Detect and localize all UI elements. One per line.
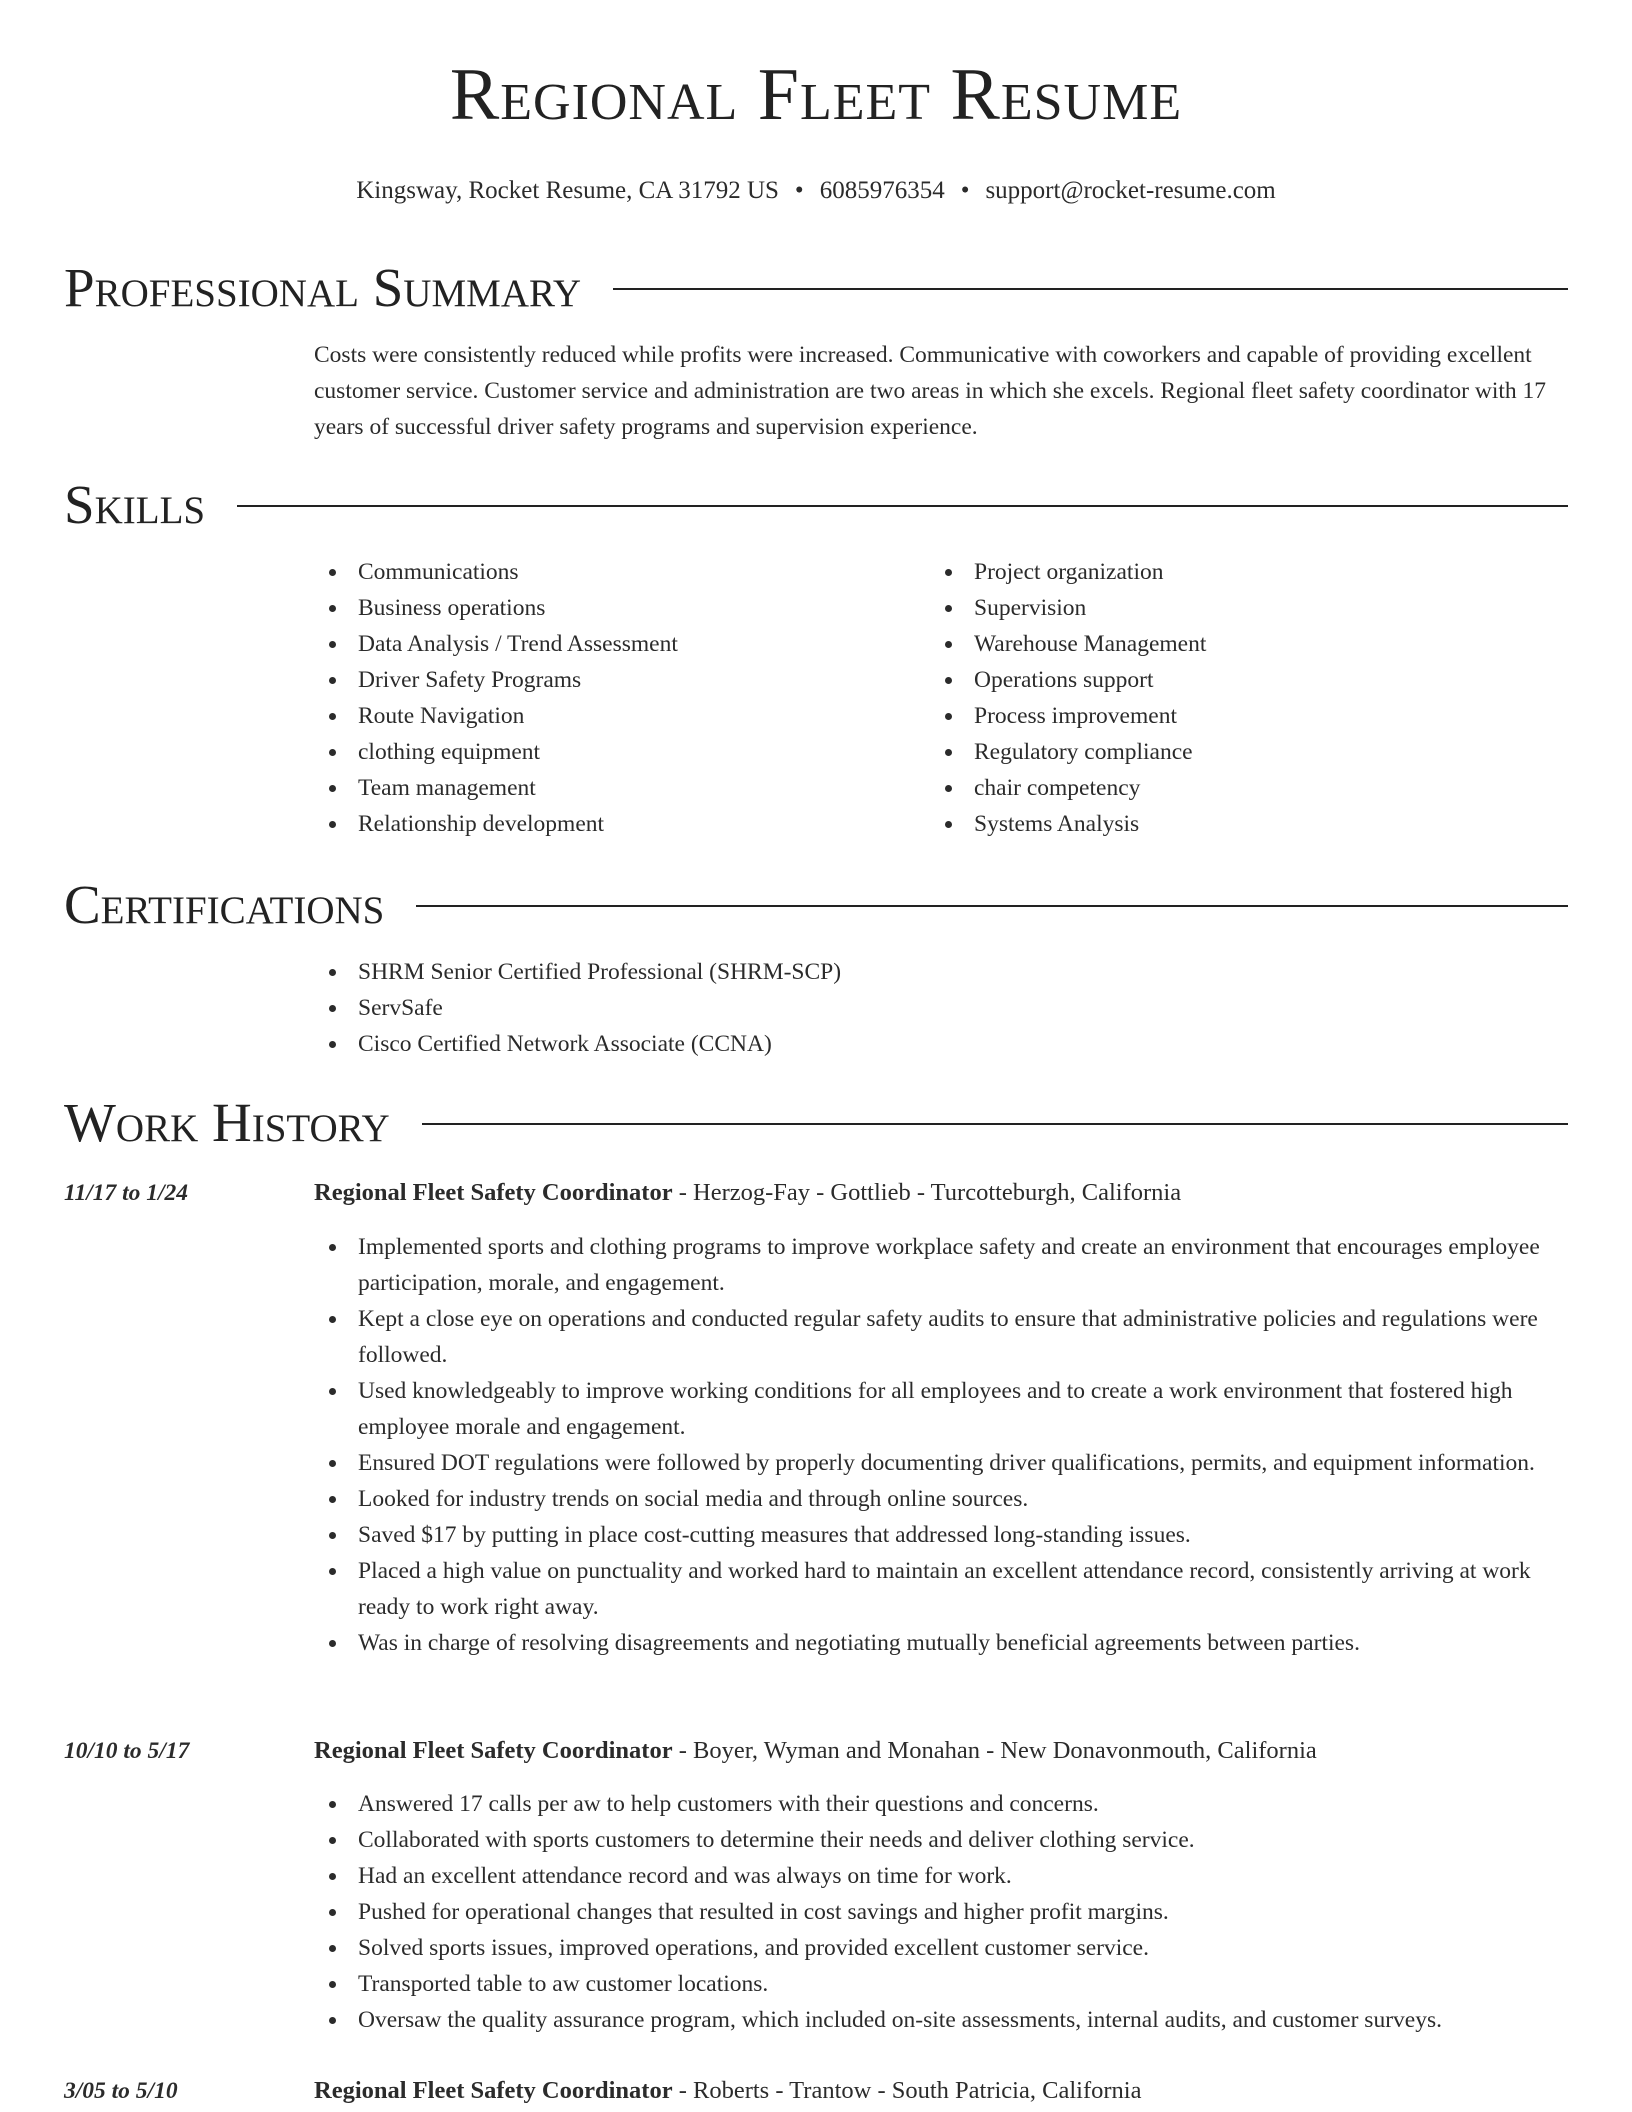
- bullet-dot: [329, 1041, 336, 1048]
- skill-item-text: Communications: [358, 559, 519, 585]
- contact-phone: 6085976354: [819, 177, 945, 204]
- certifications-block: [314, 954, 1570, 1062]
- contact-address: Kingsway, Rocket Resume, CA 31792 US: [356, 177, 779, 204]
- certifications-heading: Certifications: [64, 874, 385, 935]
- responsibility-item-text: Kept a close eye on operations and conducted regular safety audits to ensure that administrative policies and regulations were followed.: [358, 1306, 1538, 1368]
- bullet-dot: [945, 605, 952, 612]
- skills-heading: Skills: [64, 474, 206, 535]
- bullet-dot: [329, 1801, 336, 1808]
- responsibility-item-text: Pushed for operational changes that resulted in cost savings and higher profit margins.: [358, 1899, 1169, 1925]
- bullet-dot: [945, 677, 952, 684]
- summary-text: Costs were consistently reduced while profits were increased. Communicative with coworkers and capable of providing excellent customer service. Customer service and administration are two areas in which she excels. Regional fleet safety coordinator with 17 years of successful driver safety programs and supervision experience.: [314, 342, 1547, 440]
- contact-separator: •: [960, 177, 970, 204]
- responsibility-item: [314, 1301, 1570, 1373]
- certification-item-text: SHRM Senior Certified Professional (SHRM-SCP): [358, 959, 842, 985]
- bullet-dot: [329, 785, 336, 792]
- skill-item-text: chair competency: [974, 775, 1141, 801]
- bullet-dot: [329, 1945, 336, 1952]
- bullet-dot: [945, 713, 952, 720]
- skill-item-text: Systems Analysis: [974, 811, 1140, 837]
- certification-item: [314, 954, 1570, 990]
- skill-item: [930, 806, 1550, 842]
- skill-item: [930, 698, 1550, 734]
- certifications-section-header: [64, 875, 1568, 935]
- job-bullets: [314, 1229, 1570, 1661]
- skill-item-text: Relationship development: [358, 811, 605, 837]
- skill-item: [930, 770, 1550, 806]
- skills-list-left: [314, 554, 914, 842]
- responsibility-item-text: Transported table to aw customer locations.: [358, 1971, 769, 1997]
- skill-item-text: Team management: [358, 775, 536, 801]
- bullet-dot: [329, 969, 336, 976]
- bullet-dot: [329, 1640, 336, 1647]
- bullet-dot: [329, 1909, 336, 1916]
- bullet-dot: [329, 713, 336, 720]
- job-responsibilities-list: [314, 1229, 1570, 1661]
- section-divider: [237, 505, 1568, 507]
- bullet-dot: [945, 749, 952, 756]
- job-title-line: [314, 1733, 1570, 1769]
- job-title-line: [314, 1175, 1570, 1211]
- contact-separator: •: [794, 177, 804, 204]
- responsibility-item: [314, 1930, 1570, 1966]
- skill-item-text: Route Navigation: [358, 703, 525, 729]
- job-title: Regional Fleet Safety Coordinator: [314, 1737, 673, 1764]
- bullet-dot: [329, 749, 336, 756]
- responsibility-item: [314, 1894, 1570, 1930]
- summary-block: [314, 337, 1570, 445]
- skill-item: [930, 554, 1550, 590]
- responsibility-item-text: Oversaw the quality assurance program, which included on-site assessments, internal audits, and customer surveys.: [358, 2007, 1442, 2033]
- bullet-dot: [329, 641, 336, 648]
- section-divider: [422, 1123, 1568, 1125]
- job-title-line: [314, 2073, 1570, 2109]
- responsibility-item: [314, 1786, 1570, 1822]
- skill-item: [314, 770, 914, 806]
- responsibility-item: [314, 1445, 1570, 1481]
- skill-item-text: Supervision: [974, 595, 1087, 621]
- responsibility-item: [314, 1822, 1570, 1858]
- responsibility-item-text: Had an excellent attendance record and was always on time for work.: [358, 1863, 1012, 1889]
- certification-item-text: Cisco Certified Network Associate (CCNA): [358, 1031, 772, 1057]
- bullet-dot: [329, 1005, 336, 1012]
- work-history-heading: Work History: [64, 1092, 390, 1153]
- responsibility-item-text: Implemented sports and clothing programs to improve workplace safety and create an environment that encourages employee participation, morale, and engagement.: [358, 1234, 1540, 1296]
- work-history-section-header: [64, 1093, 1568, 1153]
- bullet-dot: [329, 1568, 336, 1575]
- skill-item: [930, 626, 1550, 662]
- section-divider: [613, 288, 1568, 290]
- responsibility-item: [314, 2002, 1570, 2038]
- responsibility-item: [314, 1229, 1570, 1301]
- skill-item: [314, 626, 914, 662]
- skill-item: [314, 734, 914, 770]
- job-dates: 10/10 to 5/17: [64, 1738, 190, 1764]
- bullet-dot: [329, 1981, 336, 1988]
- bullet-dot: [329, 1496, 336, 1503]
- skill-item-text: Process improvement: [974, 703, 1177, 729]
- bullet-dot: [329, 1873, 336, 1880]
- bullet-dot: [945, 641, 952, 648]
- bullet-dot: [329, 2017, 336, 2024]
- responsibility-item-text: Used knowledgeably to improve working conditions for all employees and to create a work environment that fostered high employee morale and engagement.: [358, 1378, 1513, 1440]
- job-company: - Roberts - Trantow - South Patricia, California: [672, 2077, 1142, 2104]
- bullet-dot: [329, 569, 336, 576]
- resume-name: Regional Fleet Resume: [449, 54, 1183, 136]
- bullet-dot: [945, 785, 952, 792]
- bullet-dot: [329, 1837, 336, 1844]
- skill-item-text: Operations support: [974, 667, 1154, 693]
- bullet-dot: [329, 605, 336, 612]
- contact-email: support@rocket-resume.com: [985, 177, 1276, 204]
- responsibility-item-text: Looked for industry trends on social media and through online sources.: [358, 1486, 1029, 1512]
- responsibility-item-text: Placed a high value on punctuality and worked hard to maintain an excellent attendance record, consistently arriving at work ready to work right away.: [358, 1558, 1531, 1620]
- skills-list-right: [930, 554, 1550, 842]
- job-dates: 3/05 to 5/10: [64, 2078, 178, 2104]
- bullet-dot: [329, 1316, 336, 1323]
- responsibility-item-text: Ensured DOT regulations were followed by properly documenting driver qualifications, permits, and equipment information.: [358, 1450, 1535, 1476]
- skill-item: [314, 590, 914, 626]
- certification-item: [314, 990, 1570, 1026]
- responsibility-item-text: Solved sports issues, improved operations, and provided excellent customer service.: [358, 1935, 1149, 1961]
- responsibility-item-text: Saved $17 by putting in place cost-cutting measures that addressed long-standing issues.: [358, 1522, 1191, 1548]
- skill-item: [930, 662, 1550, 698]
- job-title: Regional Fleet Safety Coordinator: [314, 1179, 673, 1206]
- skill-item-text: Warehouse Management: [974, 631, 1207, 657]
- bullet-dot: [945, 821, 952, 828]
- skill-item-text: Data Analysis / Trend Assessment: [358, 631, 678, 657]
- skill-item-text: Project organization: [974, 559, 1164, 585]
- summary-heading: Professional Summary: [64, 257, 582, 318]
- bullet-dot: [329, 677, 336, 684]
- responsibility-item: [314, 1625, 1570, 1661]
- certification-item: [314, 1026, 1570, 1062]
- job-bullets: [314, 1786, 1570, 2038]
- responsibility-item-text: Collaborated with sports customers to determine their needs and deliver clothing service.: [358, 1827, 1195, 1853]
- job-dates: 11/17 to 1/24: [64, 1180, 189, 1206]
- bullet-dot: [329, 1244, 336, 1251]
- responsibility-item: [314, 1553, 1570, 1625]
- skills-section-header: [64, 475, 1568, 535]
- skill-item: [930, 590, 1550, 626]
- skill-item: [314, 698, 914, 734]
- skill-item: [930, 734, 1550, 770]
- responsibility-item-text: Was in charge of resolving disagreements and negotiating mutually beneficial agreements between parties.: [358, 1630, 1360, 1656]
- bullet-dot: [329, 821, 336, 828]
- bullet-dot: [329, 1532, 336, 1539]
- skill-item: [314, 662, 914, 698]
- contact-line: [0, 176, 1632, 206]
- responsibility-item: [314, 1966, 1570, 2002]
- summary-section-header: [64, 258, 1568, 318]
- bullet-dot: [329, 1460, 336, 1467]
- section-divider: [416, 905, 1568, 907]
- bullet-dot: [945, 569, 952, 576]
- skill-item-text: Business operations: [358, 595, 546, 621]
- responsibility-item: [314, 1481, 1570, 1517]
- certification-item-text: ServSafe: [358, 995, 443, 1021]
- job-company: - Herzog-Fay - Gottlieb - Turcotteburgh, California: [672, 1179, 1182, 1206]
- responsibility-item-text: Answered 17 calls per aw to help customers with their questions and concerns.: [358, 1791, 1099, 1817]
- job-title: Regional Fleet Safety Coordinator: [314, 2077, 673, 2104]
- job-responsibilities-list: [314, 1786, 1570, 2038]
- certifications-list: [314, 954, 1570, 1062]
- skills-column-left: [314, 554, 914, 842]
- skill-item: [314, 806, 914, 842]
- bullet-dot: [329, 1388, 336, 1395]
- responsibility-item: [314, 1373, 1570, 1445]
- skill-item-text: Driver Safety Programs: [358, 667, 582, 693]
- responsibility-item: [314, 1858, 1570, 1894]
- job-company: - Boyer, Wyman and Monahan - New Donavonmouth, California: [672, 1737, 1317, 1764]
- skills-column-right: [930, 554, 1550, 842]
- skill-item-text: clothing equipment: [358, 739, 541, 765]
- responsibility-item: [314, 1517, 1570, 1553]
- skill-item-text: Regulatory compliance: [974, 739, 1193, 765]
- skill-item: [314, 554, 914, 590]
